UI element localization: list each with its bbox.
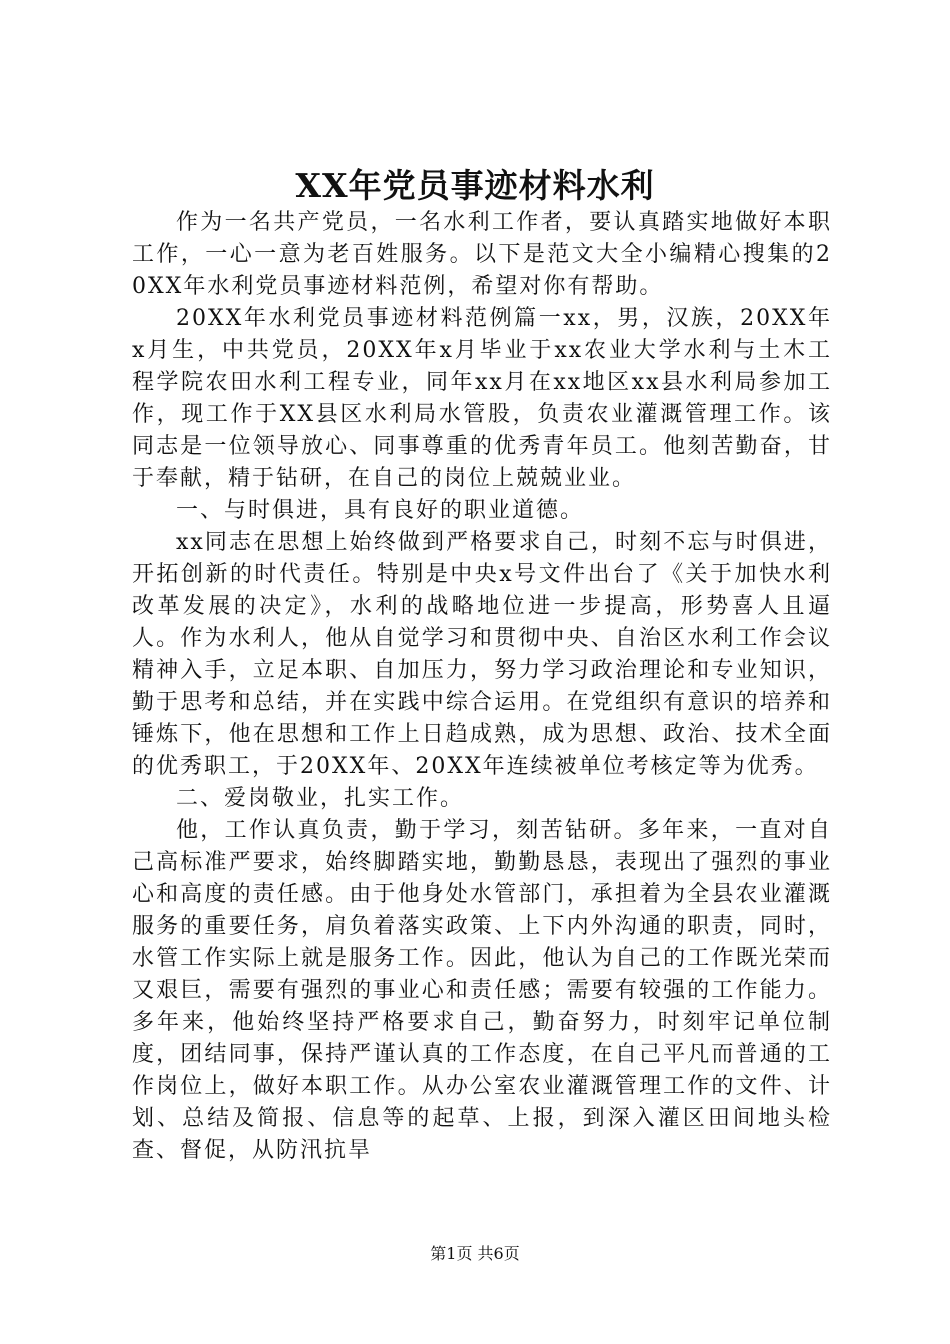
paragraph-section-two: 他，工作认真负责，勤于学习，刻苦钻研。多年来，一直对自己高标准严要求，始终脚踏实地，勤勤恳恳，表现出了强烈的事业心和高度的责任感。由于他身处水管部门，承担着为全县农业灌溉服务的重要任务，肩负着落实政策、上下内外沟通的职责，同时，水管工作实际上就是服务工作。因此，他认为自己的工作既光荣而又艰巨，需要有强烈的事业心和责任感；需要有较强的工作能力。多年来，他始终坚持严格要求自己，勤奋努力，时刻牢记单位制度，团结同事，保持严谨认真的工作态度，在自己平凡而普通的工作岗位上，做好本职工作。从办公室农业灌溉管理工作的文件、计划、总结及简报、信息等的起草、上报，到深入灌区田间地头检查、督促，从防汛抗旱: [132, 818, 832, 1163]
paragraph-section-one: xx同志在思想上始终做到严格要求自己，时刻不忘与时俱进，开拓创新的时代责任。特别是中央x号文件出台了《关于加快水利改革发展的决定》，水利的战略地位进一步提高，形势喜人且逼人。作为水利人，他从自觉学习和贯彻中央、自治区水利工作会议精神入手，立足本职、自加压力，努力学习政治理论和专业知识，勤于思考和总结，并在实践中综合运用。在党组织有意识的培养和锤炼下，他在思想和工作上日趋成熟，成为思想、政治、技术全面的优秀职工，于20XX年、20XX年连续被单位考核定等为优秀。: [132, 530, 832, 779]
page-number-footer: 第1页 共6页: [430, 1244, 520, 1263]
document-body: [132, 207, 832, 1167]
section-heading-one: 一、与时俱进，具有良好的职业道德。: [176, 498, 585, 523]
document-title: XX年党员事迹材料水利: [295, 166, 655, 205]
section-heading-two: 二、爱岗敬业，扎实工作。: [176, 786, 465, 811]
paragraph-example-one: 20XX年水利党员事迹材料范例篇一xx，男，汉族，20XX年x月生，中共党员，20XX年x月毕业于xx农业大学水利与土木工程学院农田水利工程专业，同年xx月在xx地区xx县水利局参加工作，现工作于XX县区水利局水管股，负责农业灌溉管理工作。该同志是一位领导放心、同事尊重的优秀青年员工。他刻苦勤奋，甘于奉献，精于钻研，在自己的岗位上兢兢业业。: [132, 306, 832, 491]
paragraph-intro: 作为一名共产党员，一名水利工作者，要认真踏实地做好本职工作，一心一意为老百姓服务。以下是范文大全小编精心搜集的20XX年水利党员事迹材料范例，希望对你有帮助。: [132, 210, 832, 299]
